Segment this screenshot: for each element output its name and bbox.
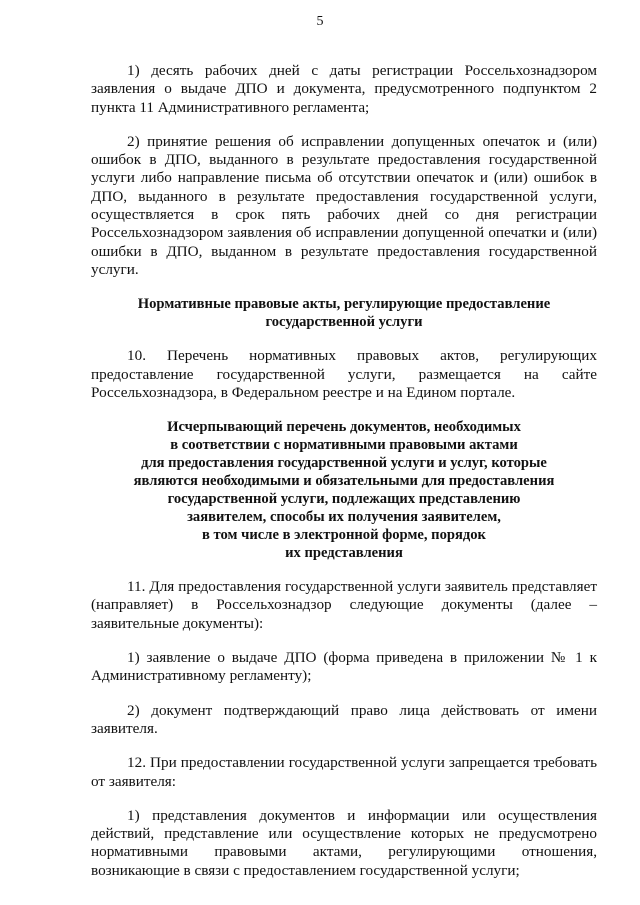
paragraph-11: 11. Для предоставления государственной услуги заявитель представляет (направляет) в Россельхознадзор следующие документы (далее – заявительные документы):	[91, 578, 597, 632]
paragraph-12: 12. При предоставлении государственной услуги запрещается требовать от заявителя:	[91, 754, 597, 790]
heading-line: Исчерпывающий перечень документов, необходимых	[167, 419, 521, 436]
heading-line: их представления	[285, 545, 403, 562]
heading-documents-list	[91, 418, 597, 562]
paragraph-11-item-2: 2) документ подтверждающий право лица действовать от имени заявителя.	[91, 701, 597, 737]
paragraph-10: 10. Перечень нормативных правовых актов, регулирующих предоставление государственной услуги, размещается на сайте Россельхознадзора, в Федеральном реестре и на Едином портале.	[91, 347, 597, 401]
paragraph-deadline-1: 1) десять рабочих дней с даты регистрации Россельхознадзором заявления о выдаче ДПО и документа, предусмотренного подпунктом 2 пункта 11 Административного регламента;	[91, 62, 597, 116]
heading-line: государственной услуги	[265, 314, 423, 331]
document-body	[91, 62, 597, 896]
heading-line: в соответствии с нормативными правовыми актами	[170, 437, 518, 454]
heading-line: являются необходимыми и обязательными для предоставления	[133, 473, 555, 490]
page-number: 5	[316, 14, 324, 29]
heading-line: государственной услуги, подлежащих представлению	[167, 491, 521, 508]
heading-line: для предоставления государственной услуги и услуг, которые	[141, 455, 547, 472]
paragraph-deadline-2: 2) принятие решения об исправлении допущенных опечаток и (или) ошибок в ДПО, выданного в результате предоставления государственной услуги либо направление письма об отсутствии опечаток и (или) ошибок в ДПО, выданного в результате предоставления государственной услуги, осуществляется в срок пять рабочих дней со дня регистрации Россельхознадзором заявления об исправлении допущенной опечатки и (или) ошибки в ДПО, выданном в результате предоставления государственной услуги.	[91, 132, 597, 278]
heading-normative-acts	[91, 295, 597, 331]
paragraph-11-item-1: 1) заявление о выдаче ДПО (форма приведена в приложении № 1 к Административному регламенту);	[91, 649, 597, 685]
heading-line: Нормативные правовые акты, регулирующие предоставление	[137, 296, 551, 313]
heading-line: заявителем, способы их получения заявителем,	[187, 509, 501, 526]
heading-line: в том числе в электронной форме, порядок	[202, 527, 486, 544]
paragraph-12-item-1: 1) представления документов и информации или осуществления действий, представление или осуществление которых не предусмотрено нормативными правовыми актами, регулирующими отношения, возникающие в связи с предоставлением государственной услуги;	[91, 806, 597, 879]
